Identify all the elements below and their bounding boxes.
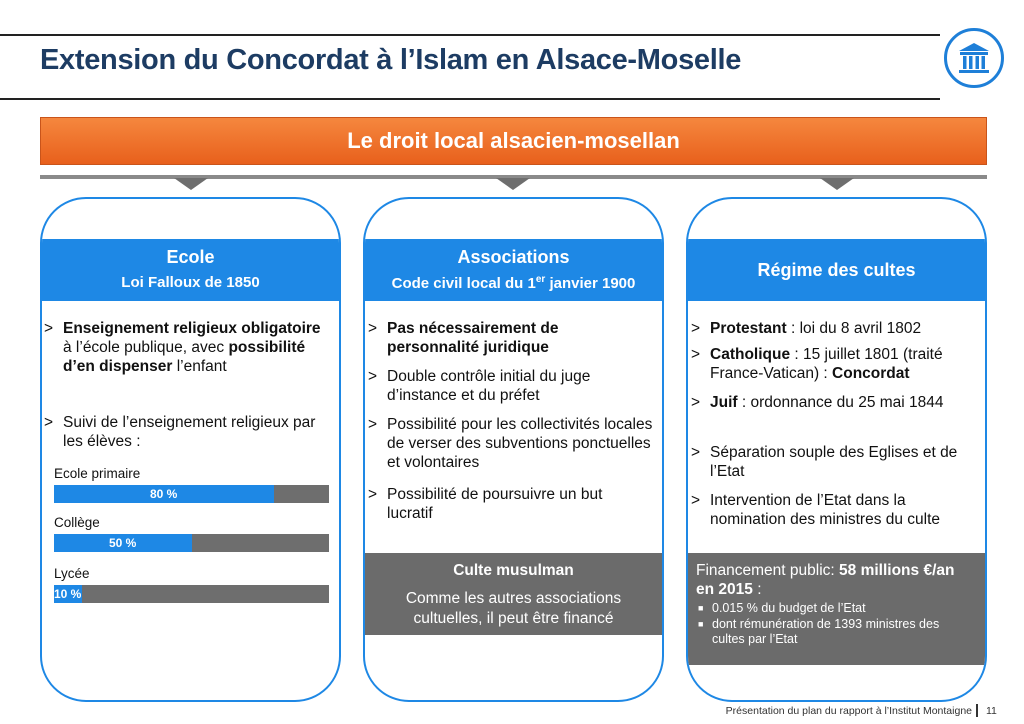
- progress-bar: [54, 485, 329, 503]
- bullet-item: [368, 367, 638, 405]
- progress-bar: [54, 585, 329, 603]
- bullet-text: l’enfant: [172, 358, 227, 375]
- bullet-bold: Concordat: [832, 365, 910, 382]
- arrow-bullet-icon: >: [368, 486, 378, 503]
- bullet-item: [368, 415, 653, 472]
- card-header: [365, 239, 662, 301]
- card-regime: [686, 197, 987, 702]
- bullet-bold: possibilité d’en dispenser: [63, 339, 306, 375]
- progress-value: 10 %: [54, 587, 82, 601]
- columns-icon: [956, 40, 992, 76]
- card-subtitle: Loi Falloux de 1850: [121, 274, 260, 291]
- bullet-bold: Juif: [710, 394, 738, 411]
- bullet-item: [691, 319, 976, 338]
- bullet-item: [44, 413, 326, 451]
- bullet-text: Séparation souple des Eglises et de l’Etat: [710, 444, 958, 480]
- progress-value: 80 %: [150, 487, 178, 501]
- grey-box-text: Comme les autres associations cultuelles, il peut être financé: [405, 590, 622, 627]
- sub-bullet-text: dont rémunération de 1393 ministres des cultes par l’Etat: [712, 617, 940, 646]
- bullet-bold: Protestant: [710, 320, 787, 337]
- card-title: Ecole: [166, 247, 215, 267]
- card-title: Régime des cultes: [757, 260, 916, 280]
- bullet-text: Intervention de l’Etat dans la nomination des ministres du culte: [710, 492, 941, 528]
- bar-label: Collège: [54, 515, 100, 530]
- arrow-bullet-icon: >: [368, 368, 378, 385]
- bullet-bold: Enseignement religieux obligatoire: [63, 320, 321, 337]
- bullet-item: [691, 345, 976, 383]
- down-arrow-icon: [496, 178, 530, 190]
- bullet-text: Double contrôle initial du juge d’instance et du préfet: [387, 368, 591, 404]
- financement-box: [688, 553, 985, 665]
- progress-value: 50 %: [109, 536, 137, 550]
- bullet-item: [691, 491, 976, 529]
- sub-bullet: [698, 617, 975, 647]
- bullet-item: [691, 443, 976, 481]
- bar-label: Ecole primaire: [54, 466, 141, 481]
- arrow-bullet-icon: >: [691, 346, 701, 363]
- arrow-bullet-icon: >: [691, 320, 701, 337]
- card-ecole: [40, 197, 341, 702]
- arrow-bullet-icon: >: [691, 444, 701, 461]
- arrow-bullet-icon: >: [44, 414, 54, 431]
- bullet-item: [691, 393, 976, 412]
- page-title: Extension du Concordat à l’Islam en Alsace-Moselle: [40, 44, 742, 76]
- bullet-text: : ordonnance du 25 mai 1844: [737, 394, 944, 411]
- page-number: 11: [986, 705, 997, 717]
- arrow-bullet-icon: >: [368, 416, 378, 433]
- bullet-text: : loi du 8 avril 1802: [786, 320, 922, 337]
- card-title: Associations: [457, 247, 570, 267]
- card-subtitle: Code civil local du 1er janvier 1900: [391, 274, 636, 292]
- bullet-item: [368, 485, 638, 523]
- bullet-text: à l’école publique, avec: [63, 339, 229, 356]
- footer-text: Présentation du plan du rapport à l’Institut Montaigne: [725, 705, 972, 717]
- bullet-text: : 15 juillet 1801 (traité France-Vatican) :: [710, 346, 943, 382]
- card-associations: [363, 197, 664, 702]
- card-header: [42, 239, 339, 301]
- square-bullet-icon: ■: [698, 619, 704, 629]
- financement-text: Financement public: 58 millions €/an en 2015 :: [696, 562, 955, 598]
- arrow-bullet-icon: >: [691, 492, 701, 509]
- bullet-text: Possibilité pour les collectivités locales de verser des subventions ponctuelles et volontaires: [387, 416, 653, 471]
- title-rule: [0, 98, 940, 100]
- bullet-text: Pas nécessairement de personnalité juridique: [387, 320, 559, 356]
- bullet-bold: Catholique: [710, 346, 791, 363]
- arrow-bullet-icon: >: [368, 320, 378, 337]
- down-arrow-icon: [820, 178, 854, 190]
- card-header: [688, 239, 985, 301]
- institute-logo: [944, 28, 1004, 88]
- page-separator: [976, 704, 978, 717]
- banner: Le droit local alsacien-mosellan: [40, 117, 987, 165]
- sub-bullet-text: 0.015 % du budget de l’Etat: [712, 601, 866, 615]
- top-rule: [0, 34, 940, 36]
- sub-bullet: [698, 601, 975, 616]
- grey-box-title: Culte musulman: [453, 562, 574, 579]
- bullet-item: [368, 319, 650, 357]
- bullet-item: [44, 319, 326, 376]
- progress-bar: [54, 534, 329, 552]
- bar-label: Lycée: [54, 566, 90, 581]
- down-arrow-icon: [174, 178, 208, 190]
- bullet-text: Possibilité de poursuivre un but lucratif: [387, 486, 603, 522]
- arrow-bullet-icon: >: [691, 394, 701, 411]
- arrow-bullet-icon: >: [44, 320, 54, 337]
- square-bullet-icon: ■: [698, 603, 704, 613]
- bullet-text: Suivi de l’enseignement religieux par les élèves :: [63, 414, 316, 450]
- culte-musulman-box: [365, 553, 662, 635]
